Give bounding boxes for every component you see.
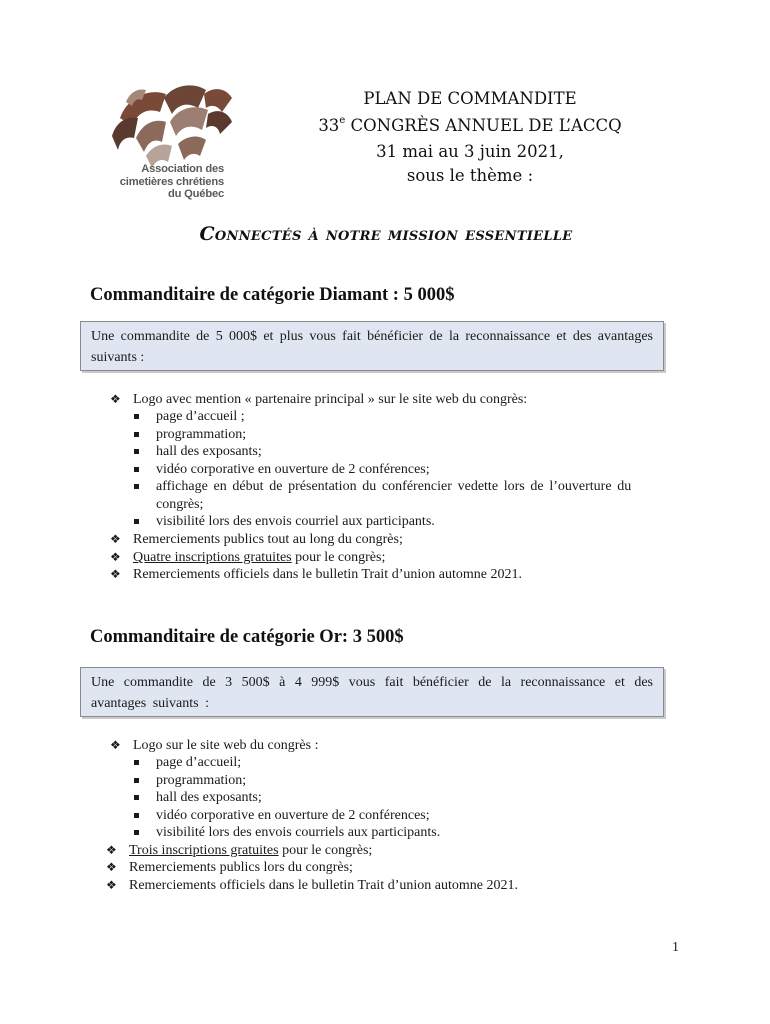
- sub-list-item: programmation;: [156, 773, 247, 788]
- square-bullet-icon: [134, 519, 139, 524]
- sub-list-item: page d’accueil;: [156, 755, 242, 770]
- logo-caption-line: Association des: [141, 163, 224, 175]
- section-title-or: Commanditaire de catégorie Or: 3 500$: [90, 627, 404, 647]
- diamond-bullet-icon: ❖: [106, 878, 117, 892]
- section-intro-box-or: Une commandite de 3 500$ à 4 999$ vous fait bénéficier de la reconnaissance et des avantages suivants :: [80, 667, 664, 717]
- section-intro-box-diamant: Une commandite de 5 000$ et plus vous fait bénéficier de la reconnaissance et des avantages suivants :: [80, 321, 664, 371]
- logo-caption-line: du Québec: [167, 188, 224, 200]
- sub-list-item: hall des exposants;: [156, 444, 262, 459]
- list-item: Logo avec mention « partenaire principal » sur le site web du congrès:: [133, 392, 528, 407]
- page-number: 1: [672, 940, 679, 955]
- doc-title: PLAN DE COMMANDITE: [363, 89, 577, 108]
- sub-list-item: vidéo corporative en ouverture de 2 conférences;: [156, 808, 430, 823]
- diamond-bullet-icon: ❖: [106, 860, 117, 874]
- list-item: Remerciements publics lors du congrès;: [129, 860, 353, 875]
- square-bullet-icon: [134, 467, 139, 472]
- list-item: Quatre inscriptions gratuites pour le congrès;: [133, 550, 386, 565]
- square-bullet-icon: [134, 760, 139, 765]
- sub-list-item: affichage en début de présentation du conférencier vedette lors de l’ouverture du: [156, 479, 632, 494]
- logo-caption: [106, 163, 224, 201]
- logo-caption-line: cimetières chrétiens: [119, 175, 224, 188]
- theme-intro: sous le thème :: [406, 166, 534, 185]
- square-bullet-icon: [134, 432, 139, 437]
- congress-dates: 31 mai au 3 juin 2021,: [376, 142, 564, 161]
- square-bullet-icon: [134, 449, 139, 454]
- sub-list-item: visibilité lors des envois courriels aux participants.: [156, 825, 441, 840]
- square-bullet-icon: [134, 830, 139, 835]
- congress-theme: Connectés à notre mission essentielle: [199, 223, 573, 245]
- list-item: Remerciements publics tout au long du congrès;: [133, 532, 403, 547]
- sub-list-item: visibilité lors des envois courriel aux participants.: [156, 514, 435, 529]
- sub-list-item: hall des exposants;: [156, 790, 262, 805]
- section-title-diamant: Commanditaire de catégorie Diamant : 5 000$: [90, 285, 455, 305]
- diamond-bullet-icon: ❖: [110, 567, 121, 581]
- square-bullet-icon: [134, 778, 139, 783]
- square-bullet-icon: [134, 813, 139, 818]
- sub-list-item-continued: congrès;: [156, 497, 204, 512]
- sub-list-item: programmation;: [156, 427, 247, 442]
- square-bullet-icon: [134, 484, 139, 489]
- list-item: Trois inscriptions gratuites pour le congrès;: [129, 843, 373, 858]
- diamond-bullet-icon: ❖: [110, 392, 121, 406]
- diamond-bullet-icon: ❖: [110, 532, 121, 546]
- sub-list-item: page d’accueil ;: [156, 409, 245, 424]
- square-bullet-icon: [134, 795, 139, 800]
- diamond-bullet-icon: ❖: [110, 550, 121, 564]
- list-item: Remerciements officiels dans le bulletin Trait d’union automne 2021.: [133, 567, 522, 582]
- congress-line: 33e CONGRÈS ANNUEL DE L’ACCQ: [318, 114, 622, 135]
- diamond-bullet-icon: ❖: [106, 843, 117, 857]
- list-item: Remerciements officiels dans le bulletin Trait d’union automne 2021.: [129, 878, 518, 893]
- list-item: Logo sur le site web du congrès :: [133, 738, 319, 753]
- sub-list-item: vidéo corporative en ouverture de 2 conférences;: [156, 462, 430, 477]
- square-bullet-icon: [134, 414, 139, 419]
- diamond-bullet-icon: ❖: [110, 738, 121, 752]
